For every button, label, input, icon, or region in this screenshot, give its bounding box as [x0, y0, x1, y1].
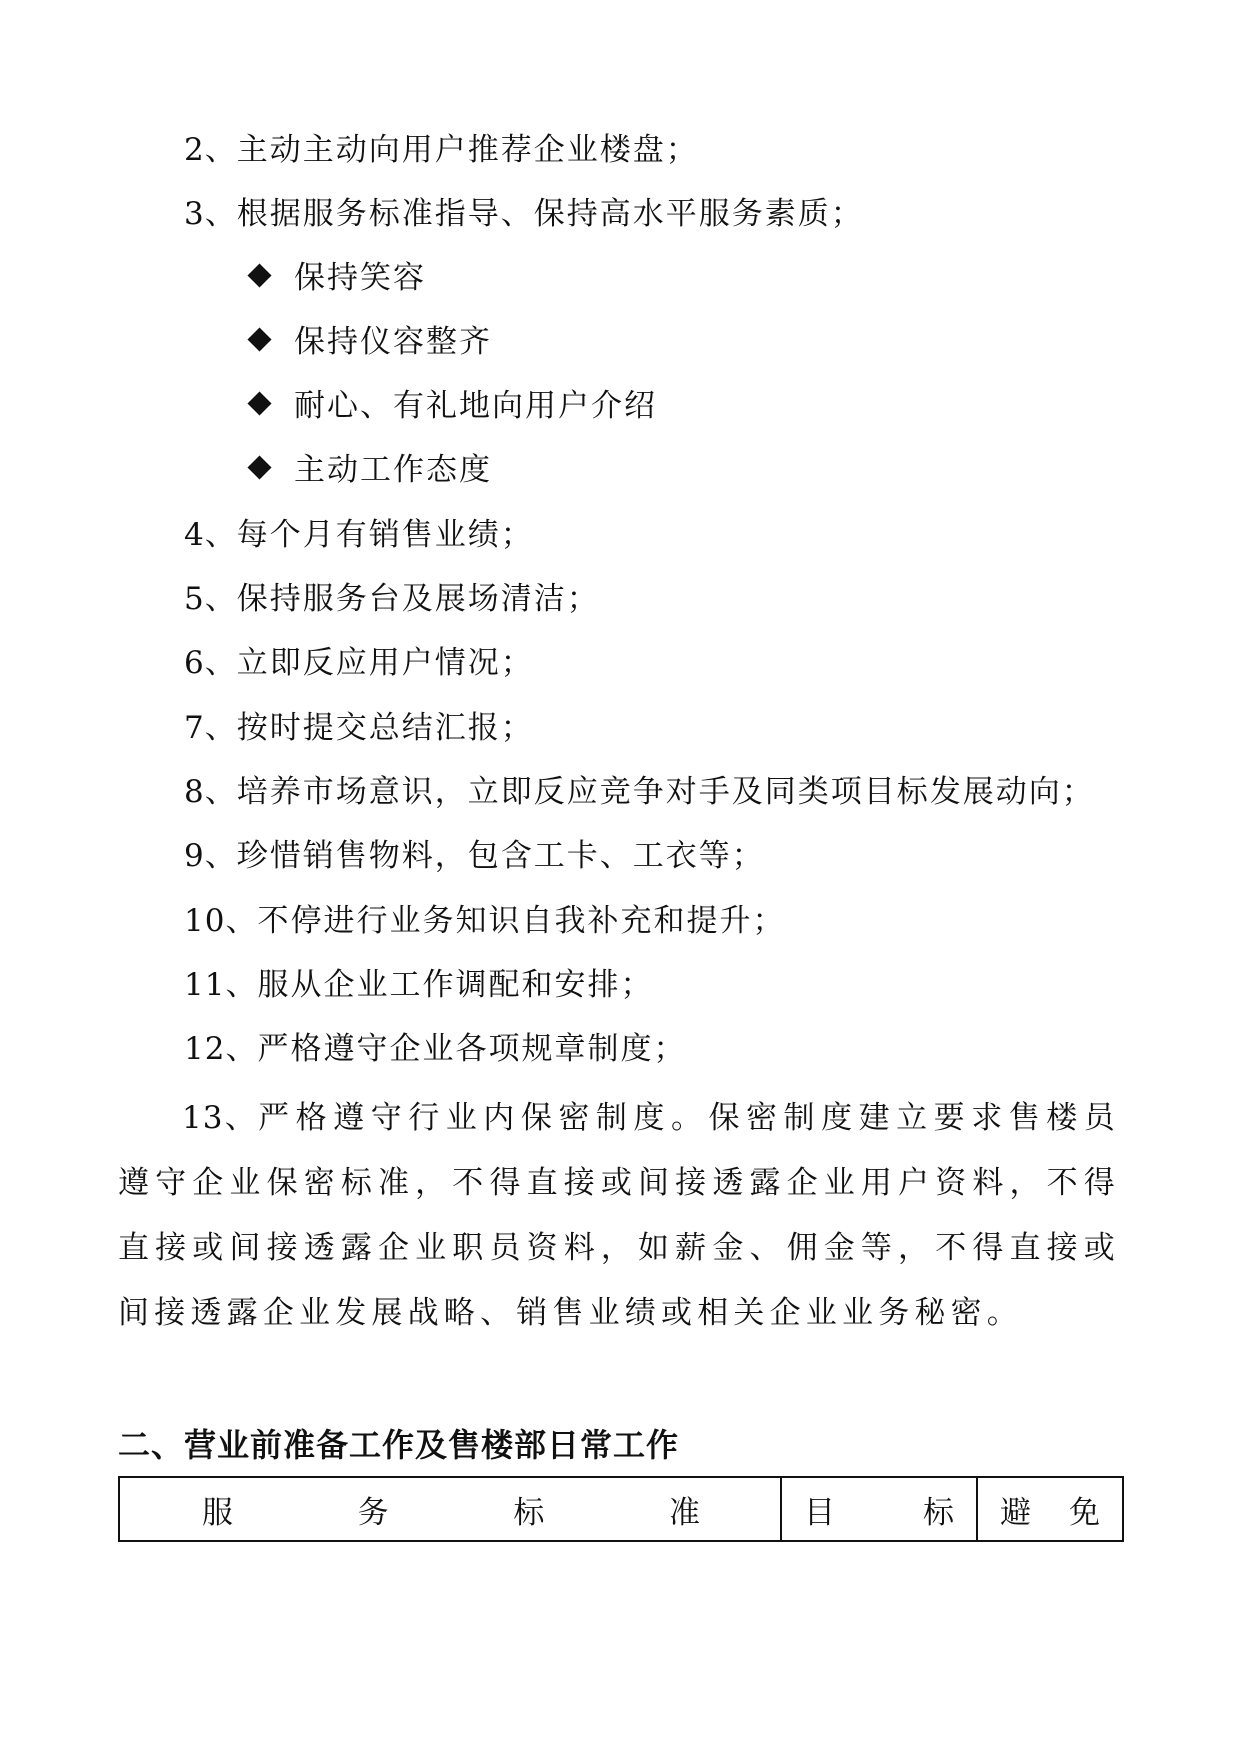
item-number: 2、 — [184, 132, 237, 168]
list-item-8 — [184, 772, 1095, 812]
header-char: 免 — [1069, 1494, 1100, 1531]
item-text: 严格遵守行业内保密制度。保密制度建立要求售楼员遵守企业保密标准，不得直接或间接透露企业用户资料，不得直接或间接透露企业职员资料，如薪金、佣金等，不得直接或间接透露企业发展战略、销售业绩或相关企业业务秘密。 — [118, 1100, 1120, 1331]
item-number: 4、 — [184, 517, 237, 553]
list-item-6 — [184, 643, 534, 683]
item-text: 不停进行业务知识自我补充和提升； — [257, 903, 786, 939]
list-item-3 — [184, 194, 864, 234]
item-number: 13、 — [182, 1100, 259, 1136]
item-text: 培养市场意识，立即反应竞争对手及同类项目标发展动向； — [236, 774, 1095, 810]
item-number: 6、 — [184, 645, 237, 681]
item-text: 珍惜销售物料，包含工卡、工衣等； — [236, 838, 765, 874]
bullet-item — [251, 386, 657, 426]
item-number: 12、 — [184, 1031, 258, 1067]
list-item-9 — [184, 836, 765, 876]
list-item-7 — [184, 708, 534, 748]
diamond-bullet-icon — [247, 455, 271, 479]
diamond-bullet-icon — [247, 263, 271, 287]
list-item-12 — [184, 1029, 686, 1069]
header-cell-service-standard — [119, 1477, 781, 1541]
list-item-13-paragraph — [118, 1086, 1120, 1346]
header-char: 准 — [668, 1494, 700, 1531]
table-header-row — [119, 1477, 1123, 1541]
diamond-bullet-icon — [247, 327, 271, 351]
header-char: 标 — [513, 1494, 545, 1531]
list-item-5 — [184, 579, 600, 619]
item-number: 8、 — [184, 774, 237, 810]
item-text: 服从企业工作调配和安排； — [257, 967, 654, 1003]
bullet-text: 保持笑容 — [294, 260, 426, 296]
bullet-item — [251, 258, 426, 298]
bullet-text: 主动工作态度 — [294, 452, 492, 488]
header-char: 标 — [923, 1494, 954, 1531]
standards-table — [118, 1476, 1124, 1542]
diamond-bullet-icon — [247, 391, 271, 415]
item-number: 9、 — [184, 838, 237, 874]
header-cell-avoid — [977, 1477, 1123, 1541]
list-item-11 — [184, 965, 653, 1005]
header-char: 避 — [1000, 1494, 1031, 1531]
header-char: 服 — [202, 1494, 233, 1531]
bullet-text: 耐心、有礼地向用户介绍 — [294, 388, 657, 424]
section-heading: 二、营业前准备工作及售楼部日常工作 — [118, 1426, 680, 1464]
list-item-2 — [184, 130, 699, 170]
item-text: 根据服务标准指导、保持高水平服务素质； — [236, 196, 864, 232]
bullet-item — [251, 450, 492, 490]
item-number: 5、 — [184, 581, 237, 617]
item-text: 立即反应用户情况； — [236, 645, 534, 681]
bullet-item — [251, 322, 492, 362]
item-number: 3、 — [184, 196, 237, 232]
bullet-text: 保持仪容整齐 — [294, 324, 492, 360]
item-number: 7、 — [184, 710, 237, 746]
item-text: 主动主动向用户推荐企业楼盘； — [236, 132, 699, 168]
item-number: 10、 — [184, 903, 258, 939]
header-char: 务 — [357, 1494, 389, 1531]
header-char: 目 — [804, 1494, 835, 1531]
header-cell-target — [781, 1477, 977, 1541]
list-item-4 — [184, 515, 534, 555]
item-text: 每个月有销售业绩； — [236, 517, 534, 553]
item-number: 11、 — [184, 967, 258, 1003]
item-text: 保持服务台及展场清洁； — [236, 581, 600, 617]
list-item-10 — [184, 901, 785, 941]
item-text: 按时提交总结汇报； — [236, 710, 534, 746]
item-text: 严格遵守企业各项规章制度； — [257, 1031, 687, 1067]
